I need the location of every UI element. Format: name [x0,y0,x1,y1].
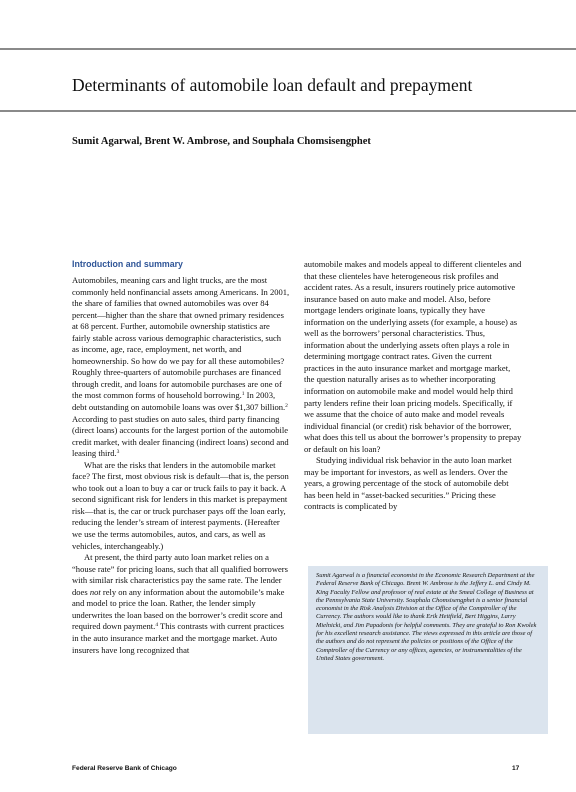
left-p3-part-a: At present, the third party auto loan market relies on a “house rate” for pricing loans, such that all qualified borrowers with similar risk characteristics pay the same rate. The lender does [72,552,288,597]
right-column [304,259,522,513]
footnote-ref-4[interactable]: 4 [155,622,159,629]
left-p1-part-a: Automobiles, meaning cars and light trucks, are the most commonly held nonfinancial assets among Americans. In 2001, the share of families that owned automobiles was over 84 percent—higher than the share that owned primary residences at 68 percent. Further, automobile ownership statistics are fairly stable across various demographic characteristics, such as income, age, race, employment, net worth, and homeownership. So how do we pay for all these automobiles? Roughly three-quarters of automobile purchases are financed through credit, and loans for automobile purchases are one of the most common forms of household borrowing. [72,275,290,401]
footnote-ref-1[interactable]: 1 [241,391,245,398]
section-heading: Introduction and summary [72,259,183,269]
footer-publisher: Federal Reserve Bank of Chicago [72,765,177,772]
author-note-box: Sumit Agarwal is a financial economist in the Economic Research Department at the Federal Reserve Bank of Chicago. Brent W. Ambrose is the Jeffery L. and Cindy M. King Faculty Fellow and professor of real estate at the Smeal College of Business at the Pennsylvania State University. Souphala Chomsisengphet is a senior financial economist in the Risk Analysis Division at the Office of the Comptroller of the Currency. The authors would like to thank Erik Heitfield, Bert Higgins, Larry Mielnicki, and Jim Papadonis for helpful comments. They are grateful to Ron Kwolek for his excellent research assistance. The views expressed in this article are those of the authors and do not represent the policies or positions of the Office of the Comptroller of the Currency or any offices, agencies, or instrumentalities of the United States government. [308,566,548,734]
left-p3-part-c: This contrasts with current practices in the auto insurance market and the mortgage market. Auto insurers have long recognized that [72,621,284,655]
left-p3-part-b: rely on any information about the automobile’s make and model to price the loan. Rather, the lender simply underwrites the loan based on the borrower’s credit score and required down payment. [72,586,285,632]
article-title: Determinants of automobile loan default and prepayment [72,75,473,95]
footnote-ref-3[interactable]: 3 [116,449,120,456]
left-paragraph-1 [72,275,290,460]
footnote-ref-2[interactable]: 2 [285,403,288,410]
left-paragraph-2: What are the risks that lenders in the automobile market face? The first, most obvious risk is default—that is, the person who took out a loan to buy a car or truck fails to pay it back. A second significant risk for lenders in this market is prepayment risk—that is, the car or truck purchaser pays off the loan early, reducing the lender’s stream of interest payments. (Hereafter we use the terms automobiles, autos, and cars, as well as vehicles, interchangeably.) [72,459,289,551]
article-authors: Sumit Agarwal, Brent W. Ambrose, and Souphala Chomsisengphet [72,136,371,147]
left-p1-part-c: According to past studies on auto sales, third party financing (direct loans) accounts for the largest portion of the automobile credit market, with dealer financing (indirect loans) second and leasing third. [72,413,289,459]
footer-page-number: 17 [512,765,520,772]
right-paragraph-2: Studying individual risk behavior in the auto loan market may be important for investors, as well as lenders. Over the years, a growing percentage of the stock of automobile debt has been held in “asset-backed securities.” Pricing these contracts is complicated by [304,455,512,512]
left-paragraph-3 [72,552,290,656]
title-rule [0,110,576,112]
right-paragraph-1: automobile makes and models appeal to different clienteles and that these clienteles have heterogeneous risk profiles and accident rates. As a result, insurers routinely price automotive insurance based on auto make and model. Also, before mortgage lenders originate loans, typically they have information on the underlying assets (for example, a house) as well as the borrowers’ personal characteristics. Thus, information about the underlying assets often plays a role in determining mortgage contract rates. Given the current practices in the auto insurance market and mortgage market, the question naturally arises as to whether incorporating information on automobile make and model would help third party lenders refine their loan pricing models. Specifically, if we assume that the choice of auto make and model reveals individual financial (or credit) risk behavior of the borrower, what does this tell us about the borrower’s propensity to prepay or default on his loan? [304,259,522,454]
top-rule [0,48,576,50]
emphasis-not: not [89,586,101,597]
left-column [72,259,290,656]
left-p1-part-b: In 2003, debt outstanding on automobile loans was over $1,307 billion. [72,390,286,413]
